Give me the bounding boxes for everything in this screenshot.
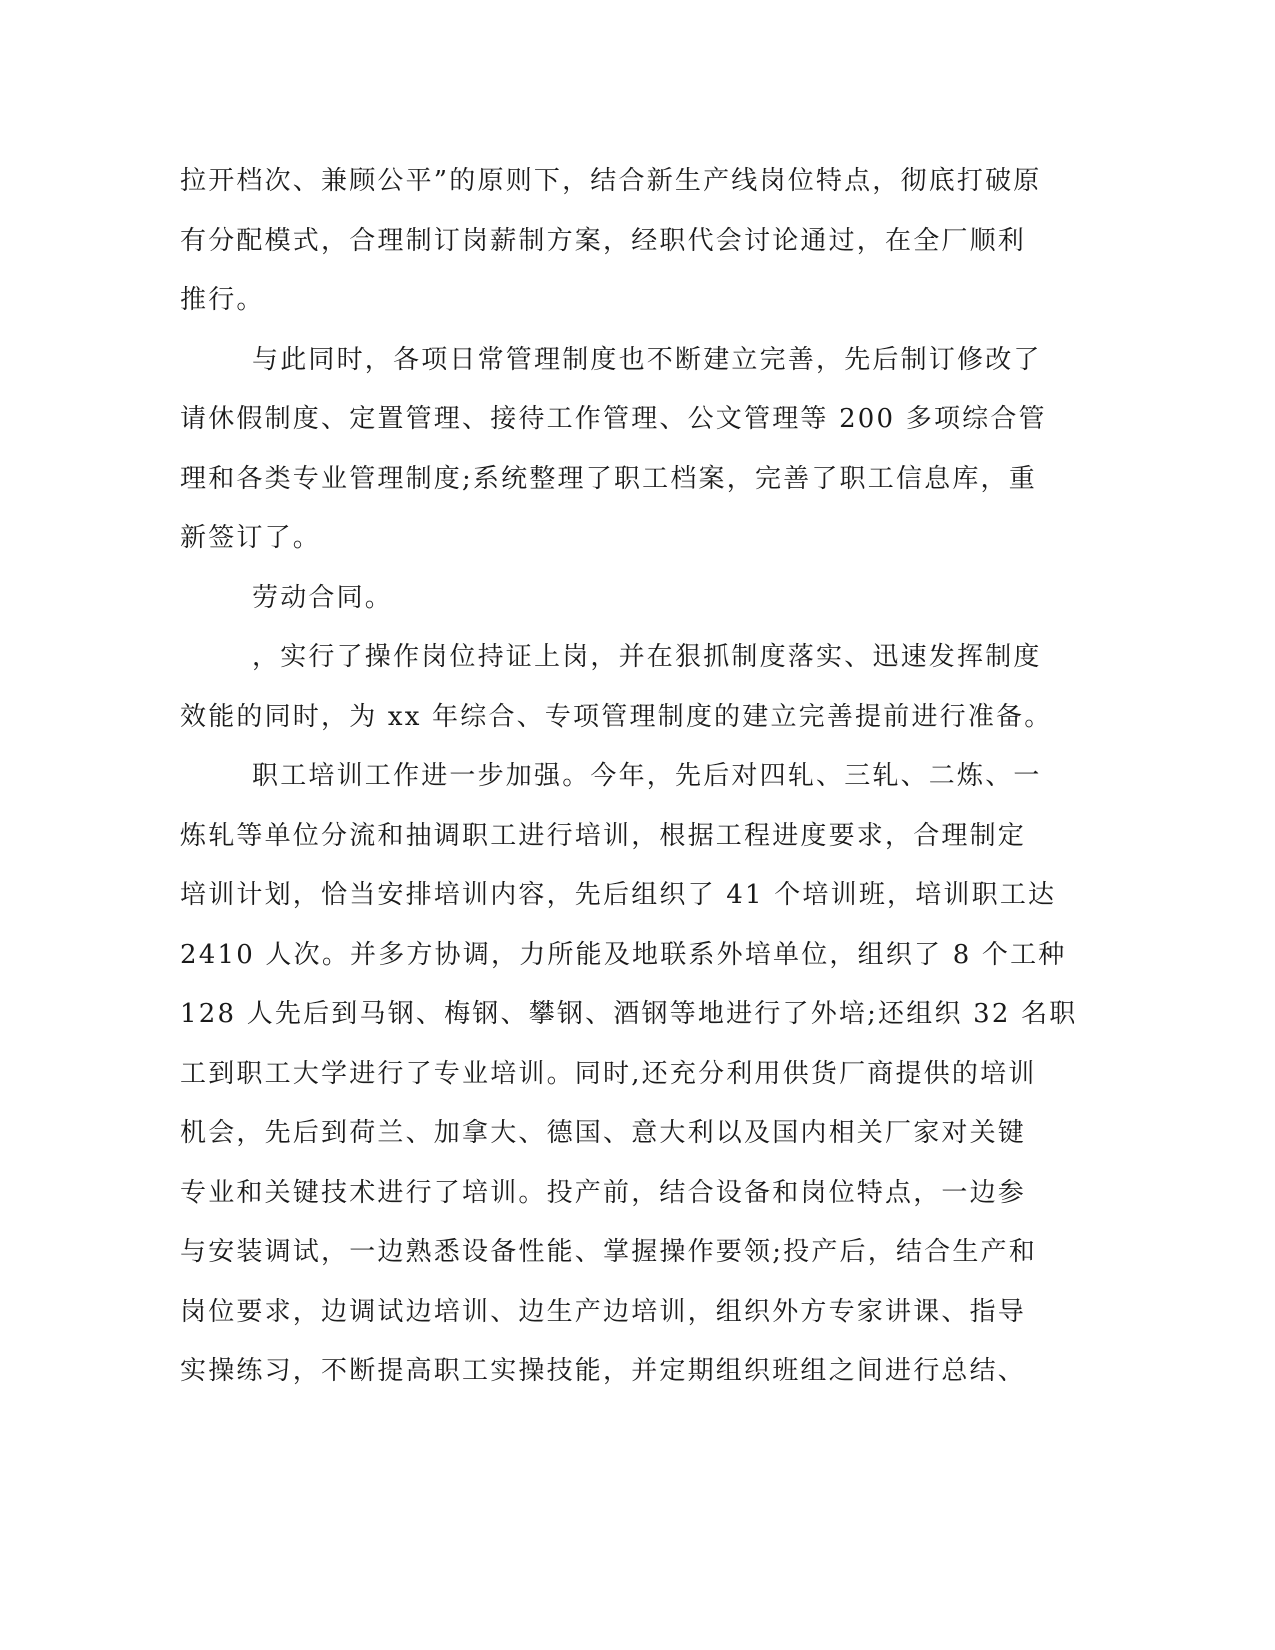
text-line: 职工培训工作进一步加强。今年，先后对四轧、三轧、二炼、一 <box>252 761 1042 791</box>
text-line: 机会，先后到荷兰、加拿大、德国、意大利以及国内相关厂家对关键 <box>180 1118 1027 1148</box>
text-line: 128 人先后到马钢、梅钢、攀钢、酒钢等地进行了外培;还组织 32 名职 <box>180 999 1078 1029</box>
text-line: 2410 人次。并多方协调，力所能及地联系外培单位，组织了 8 个工种 <box>180 939 1067 970</box>
text-line: 劳动合同。 <box>252 582 394 613</box>
text-line: 岗位要求，边调试边培训、边生产边培训，组织外方专家讲课、指导 <box>180 1296 1027 1327</box>
text-line: 新签订了。 <box>180 523 322 553</box>
text-line: 与此同时，各项日常管理制度也不断建立完善，先后制订修改了 <box>252 344 1042 375</box>
text-line: 拉开档次、兼顾公平”的原则下，结合新生产线岗位特点，彻底打破原 <box>180 166 1042 196</box>
text-line: 有分配模式，合理制订岗薪制方案，经职代会讨论通过，在全厂顺利 <box>180 225 1027 256</box>
paragraph-4 <box>180 628 1053 747</box>
paragraph-3 <box>180 569 1030 629</box>
text-line: 请休假制度、定置管理、接待工作管理、公文管理等 200 多项综合管 <box>180 404 1047 434</box>
text-line: ，实行了操作岗位持证上岗，并在狠抓制度落实、迅速发挥制度 <box>252 642 1042 672</box>
text-line: 专业和关键技术进行了培训。投产前，结合设备和岗位特点，一边参 <box>180 1177 1027 1208</box>
text-line: 效能的同时，为 xx 年综合、专项管理制度的建立完善提前进行准备。 <box>180 701 1053 732</box>
text-line: 实操练习，不断提高职工实操技能，并定期组织班组之间进行总结、 <box>180 1356 1027 1386</box>
text-line: 推行。 <box>180 285 265 315</box>
text-line: 培训计划，恰当安排培训内容，先后组织了 41 个培训班，培训职工达 <box>180 880 1057 910</box>
text-line: 理和各类专业管理制度;系统整理了职工档案，完善了职工信息库，重 <box>180 463 1037 494</box>
paragraph-1 <box>180 152 1042 331</box>
document-page <box>180 152 1078 1402</box>
text-line: 工到职工大学进行了专业培训。同时,还充分利用供货厂商提供的培训 <box>180 1058 1037 1089</box>
paragraph-5 <box>180 747 1078 1402</box>
text-line: 炼轧等单位分流和抽调职工进行培训，根据工程进度要求，合理制定 <box>180 820 1027 851</box>
paragraph-2 <box>180 331 1047 569</box>
text-line: 与安装调试，一边熟悉设备性能、掌握操作要领;投产后，结合生产和 <box>180 1237 1037 1267</box>
